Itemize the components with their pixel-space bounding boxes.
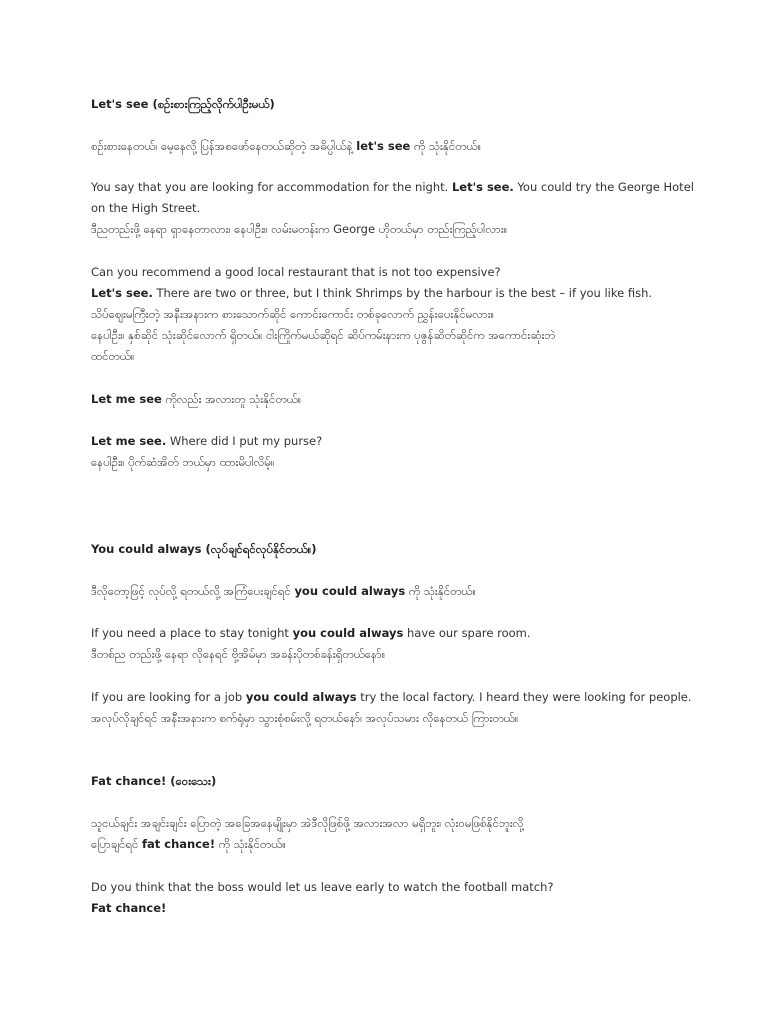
paragraph-line: သူငယ်ချင်း အချင်းချင်း ပြောတဲ့ အခြေအနေမျိုးမှာ အဲဒီလိုဖြစ်ဖို့ အလားအလာ မရှိဘူး၊ လုံးဝမဖြစ်နိုင်ဘူးလို့	[91, 816, 524, 830]
text-span: ပြောချင်ရင်	[91, 837, 142, 851]
paragraph-line	[91, 581, 691, 602]
paragraph-line: Do you think that the boss would let us leave early to watch the football match?	[91, 880, 554, 894]
section-heading: You could always (လုပ်ချင်ရင်လုပ်နိုင်တယ်။)	[91, 542, 317, 556]
text-span: There are two or three, but I think Shrimps by the harbour is the best – if you like fish.	[152, 286, 653, 300]
section-fat-chance-heading	[91, 771, 691, 792]
text-span: have our spare room.	[403, 626, 531, 640]
keyword: let's see	[356, 139, 411, 153]
paragraph-line: Can you recommend a good local restaurant that is not too expensive?	[91, 265, 501, 279]
text-span: ကို သုံးနိုင်တယ်။	[410, 139, 482, 153]
text-span: If you are looking for a job	[91, 690, 246, 704]
fat-chance-example	[91, 877, 691, 919]
paragraph-line	[91, 623, 691, 644]
paragraph-line: ဒီညတည်းဖို့ နေရာ ရှာနေတာလား၊ နေပါဦး။ လမ်းမတန်းက George ဟိုတယ်မှာ တည်းကြည့်ပါလား။	[91, 222, 508, 236]
keyword: you could always	[292, 626, 404, 640]
text-span: If you need a place to stay tonight	[91, 626, 293, 640]
text-span: ကိုလည်း အလားတူ သုံးနိုင်တယ်။	[161, 392, 302, 406]
keyword: Let me see.	[91, 434, 167, 448]
lets-see-explanation	[91, 136, 691, 157]
section-you-could-always-heading	[91, 539, 691, 560]
you-could-always-example-1	[91, 623, 691, 665]
paragraph-line: ဒီတစ်ည တည်းဖို့ နေရာ လိုနေရင် ဗို့အိမ်မှာ အခန်းပိုတစ်ခန်းရှိတယ်နော်။	[91, 647, 386, 661]
paragraph-line: on the High Street.	[91, 201, 201, 215]
paragraph-line: နေပါဦး။ ပိုက်ဆံအိတ် ဘယ်မှာ ထားမိပါလိမ့်။	[91, 455, 275, 469]
let-me-see-explanation	[91, 389, 691, 410]
keyword: you could always	[245, 690, 357, 704]
lets-see-example-1	[91, 177, 694, 240]
paragraph-line: ထင်တယ်။	[91, 349, 135, 363]
paragraph-line	[91, 177, 694, 198]
paragraph-line: Fat chance!	[91, 901, 167, 915]
text-span: You could try the George Hotel	[513, 180, 694, 194]
you-could-always-example-2	[91, 687, 691, 729]
text-span: ဒီလိုတော့ဖြင့် လုပ်လို့ ရတယ်လို့ အကြံပေးချင်ရင်	[91, 584, 295, 598]
text-span: Where did I put my purse?	[166, 434, 323, 448]
paragraph-line: အလုပ်လိုချင်ရင် အနီးအနားက စက်ရုံမှာ သွားစုံစမ်းလို့ ရတယ်နော်၊ အလုပ်သမား လိုနေတယ် ကြားတယ်။	[91, 711, 519, 725]
keyword: Let's see.	[451, 180, 514, 194]
paragraph-line: နေပါဦး။ နှစ်ဆိုင် သုံးဆိုင်လောက် ရှိတယ်။ ငါးကြိုက်မယ်ဆိုရင် ဆိပ်ကမ်းနားက ပုဇွန်ဆိတ်ဆိုင်က အကောင်းဆုံးဘဲ	[91, 328, 556, 342]
text-span: try the local factory. I heard they were looking for people.	[356, 690, 692, 704]
paragraph-line	[91, 136, 691, 157]
paragraph-line	[91, 687, 691, 708]
text-span: စဥ်းစားနေတယ်၊ မေ့နေလို့ ပြန်အစဖော်နေတယ်ဆိုတဲ့ အဓိပ္ပါယ်နဲ့	[91, 139, 357, 153]
keyword: Let's see.	[91, 286, 153, 300]
paragraph-line	[91, 834, 691, 855]
let-me-see-example	[91, 431, 691, 473]
you-could-always-explanation	[91, 581, 691, 602]
section-lets-see-heading	[91, 94, 691, 115]
fat-chance-explanation	[91, 813, 691, 855]
section-heading: Let's see (စဥ်းစားကြည့်လိုက်ပါဦးမယ်)	[91, 97, 275, 111]
paragraph-line	[91, 389, 691, 410]
paragraph-line	[91, 431, 691, 452]
text-span: ကို သုံးနိုင်တယ်။	[405, 584, 476, 598]
keyword: Let me see	[91, 392, 162, 406]
paragraph-line	[91, 283, 691, 304]
text-span: You say that you are looking for accommodation for the night.	[91, 180, 452, 194]
keyword: you could always	[294, 584, 406, 598]
paragraph-line: သိပ်ဈေးမကြီးတဲ့ အနီးအနားက စားသောက်ဆိုင် ကောင်းကောင်း တစ်ခုလောက် ညွှန်းပေးနိုင်မလား။	[91, 307, 495, 321]
lets-see-example-2	[91, 262, 691, 367]
section-heading: Fat chance! (ဝေးသေး)	[91, 774, 217, 788]
keyword: fat chance!	[142, 837, 216, 851]
text-span: ကို သုံးနိုင်တယ်။	[215, 837, 286, 851]
